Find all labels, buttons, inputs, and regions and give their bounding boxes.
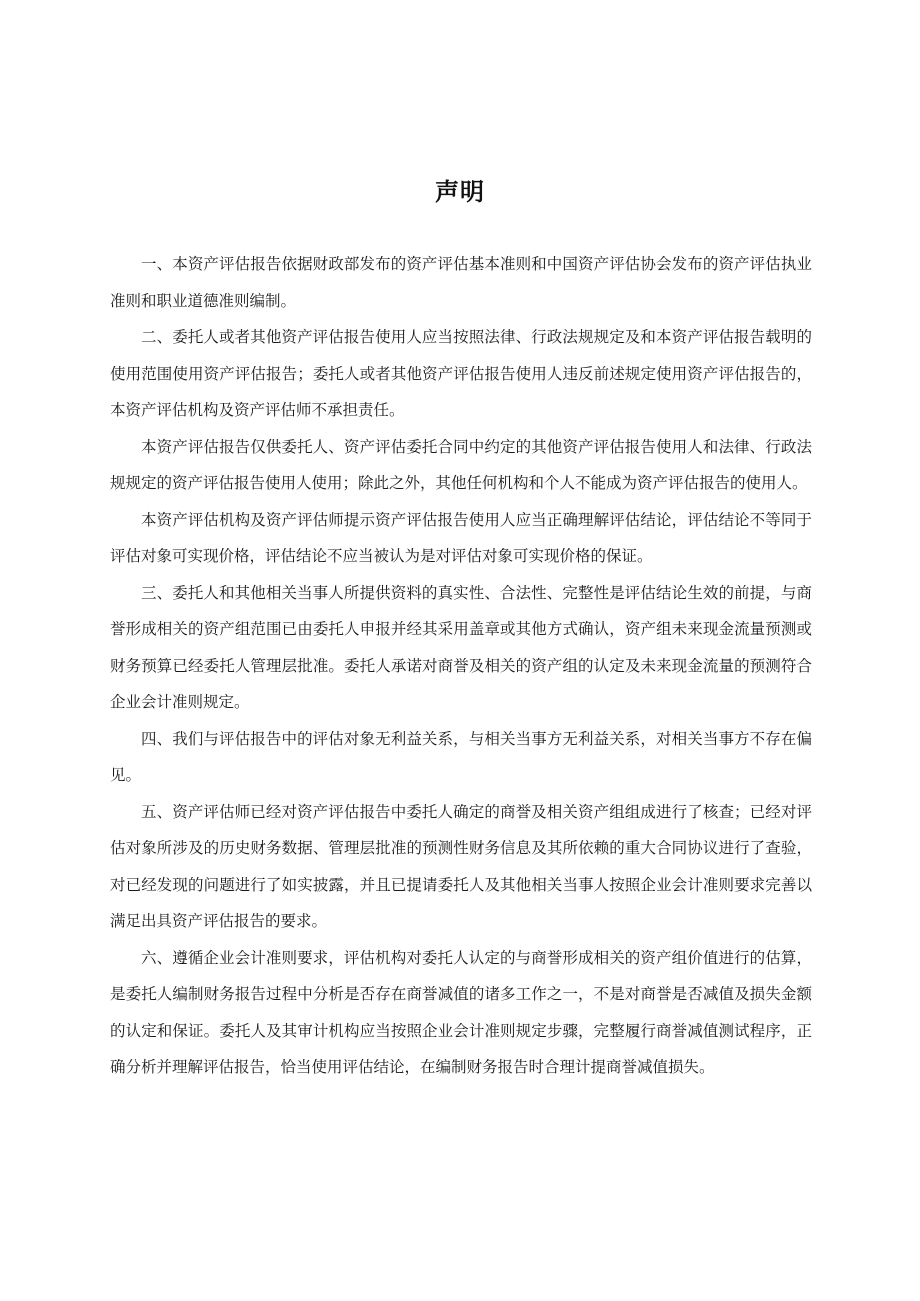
paragraph-8: 六、遵循企业会计准则要求，评估机构对委托人认定的与商誉形成相关的资产组价值进行的估算，是委托人编制财务报告过程中分析是否存在商誉减值的诸多工作之一，不是对商誉是否减值及损失金额的认定和保证。委托人及其审计机构应当按照企业会计准则规定步骤，完整履行商誉减值测试程序，正确分析并理解评估报告，恰当使用评估结论，在编制财务报告时合理计提商誉减值损失。 [110,948,812,1076]
paragraph-5: 三、委托人和其他相关当事人所提供资料的真实性、合法性、完整性是评估结论生效的前提，与商誉形成相关的资产组范围已由委托人申报并经其采用盖章或其他方式确认，资产组未来现金流量预测或财务预算已经委托人管理层批准。委托人承诺对商誉及相关的资产组的认定及未来现金流量的预测符合企业会计准则规定。 [110,583,812,711]
paragraph-6: 四、我们与评估报告中的评估对象无利益关系，与相关当事方无利益关系，对相关当事方不存在偏见。 [110,729,812,784]
paragraph-4: 本资产评估机构及资产评估师提示资产评估报告使用人应当正确理解评估结论，评估结论不等同于评估对象可实现价格，评估结论不应当被认为是对评估对象可实现价格的保证。 [110,510,812,565]
paragraph-3: 本资产评估报告仅供委托人、资产评估委托合同中约定的其他资产评估报告使用人和法律、行政法规规定的资产评估报告使用人使用；除此之外，其他任何机构和个人不能成为资产评估报告的使用人。 [110,437,812,492]
paragraph-2: 二、委托人或者其他资产评估报告使用人应当按照法律、行政法规规定及和本资产评估报告载明的使用范围使用资产评估报告；委托人或者其他资产评估报告使用人违反前述规定使用资产评估报告的，本资产评估机构及资产评估师不承担责任。 [110,328,812,419]
page-title: 声明 [435,178,485,206]
document-body [110,246,812,1086]
paragraph-7: 五、资产评估师已经对资产评估报告中委托人确定的商誉及相关资产组组成进行了核查；已经对评估对象所涉及的历史财务数据、管理层批准的预测性财务信息及其所依赖的重大合同协议进行了查验，对已经发现的问题进行了如实披露，并且已提请委托人及其他相关当事人按照企业会计准则要求完善以满足出具资产评估报告的要求。 [110,802,812,930]
paragraph-1: 一、本资产评估报告依据财政部发布的资产评估基本准则和中国资产评估协会发布的资产评估执业准则和职业道德准则编制。 [110,255,812,310]
